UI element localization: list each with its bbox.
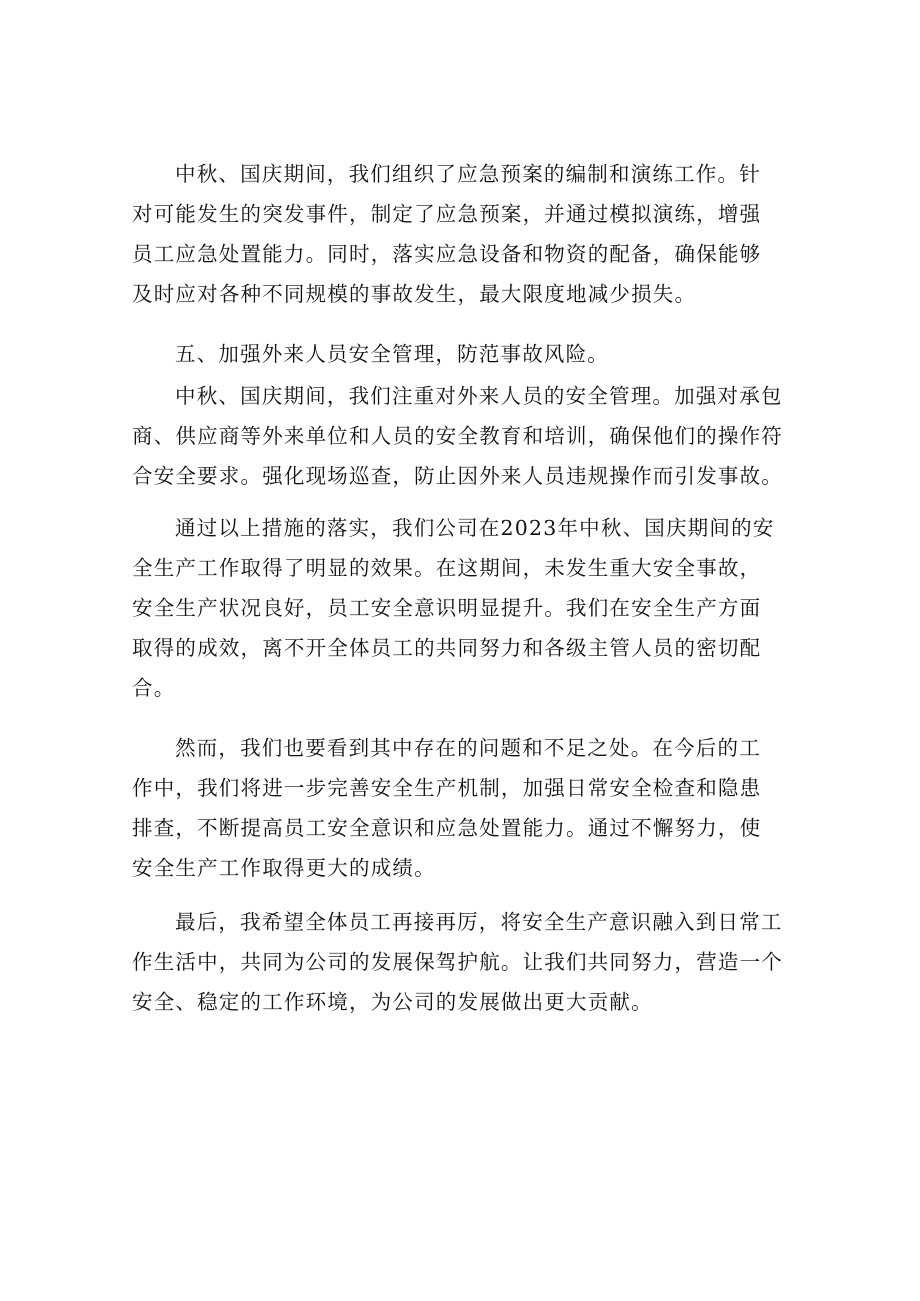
text-line: 安全、稳定的工作环境，为公司的发展做出更大贡献。	[132, 990, 653, 1014]
text-line: 作生活中，共同为公司的发展保驾护航。让我们共同努力，营造一个	[132, 950, 783, 974]
text-line: 作中，我们将进一步完善安全生产机制，加强日常安全检查和隐患	[132, 776, 762, 800]
text-line: 最后，我希望全体员工再接再厉，将安全生产意识融入到日常工	[175, 910, 783, 934]
text-line: 安全生产状况良好，员工安全意识明显提升。我们在安全生产方面	[132, 596, 762, 620]
text-line: 对可能发生的突发事件，制定了应急预案，并通过模拟演练，增强	[132, 202, 762, 226]
paragraph-problems	[132, 728, 792, 888]
heading-line: 五、加强外来人员安全管理，防范事故风险。	[175, 342, 609, 366]
text-line: 合。	[132, 676, 176, 700]
section-heading-five	[132, 334, 792, 374]
text-line: 合安全要求。强化现场巡查，防止因外来人员违规操作而引发事故。	[132, 464, 783, 488]
text-line: 全生产工作取得了明显的效果。在这期间，未发生重大安全事故，	[132, 556, 762, 580]
text-line: 中秋、国庆期间，我们组织了应急预案的编制和演练工作。针	[175, 162, 761, 186]
text-line: 通过以上措施的落实，我们公司在2023年中秋、国庆期间的安	[175, 516, 775, 540]
text-line: 中秋、国庆期间，我们注重对外来人员的安全管理。加强对承包	[175, 384, 783, 408]
text-line: 商、供应商等外来单位和人员的安全教育和培训，确保他们的操作符	[132, 424, 783, 448]
paragraph-conclusion	[132, 902, 792, 1022]
text-line: 然而，我们也要看到其中存在的问题和不足之处。在今后的工	[175, 736, 761, 760]
text-line: 及时应对各种不同规模的事故发生，最大限度地减少损失。	[132, 282, 697, 306]
text-line: 取得的成效，离不开全体员工的共同努力和各级主管人员的密切配	[132, 636, 762, 660]
paragraph-external-personnel	[132, 376, 792, 496]
paragraph-results	[132, 508, 792, 708]
text-line: 排查，不断提高员工安全意识和应急处置能力。通过不懈努力，使	[132, 816, 762, 840]
text-line: 员工应急处置能力。同时，落实应急设备和物资的配备，确保能够	[132, 242, 762, 266]
text-line: 安全生产工作取得更大的成绩。	[132, 856, 436, 880]
paragraph-emergency-plan	[132, 154, 792, 314]
